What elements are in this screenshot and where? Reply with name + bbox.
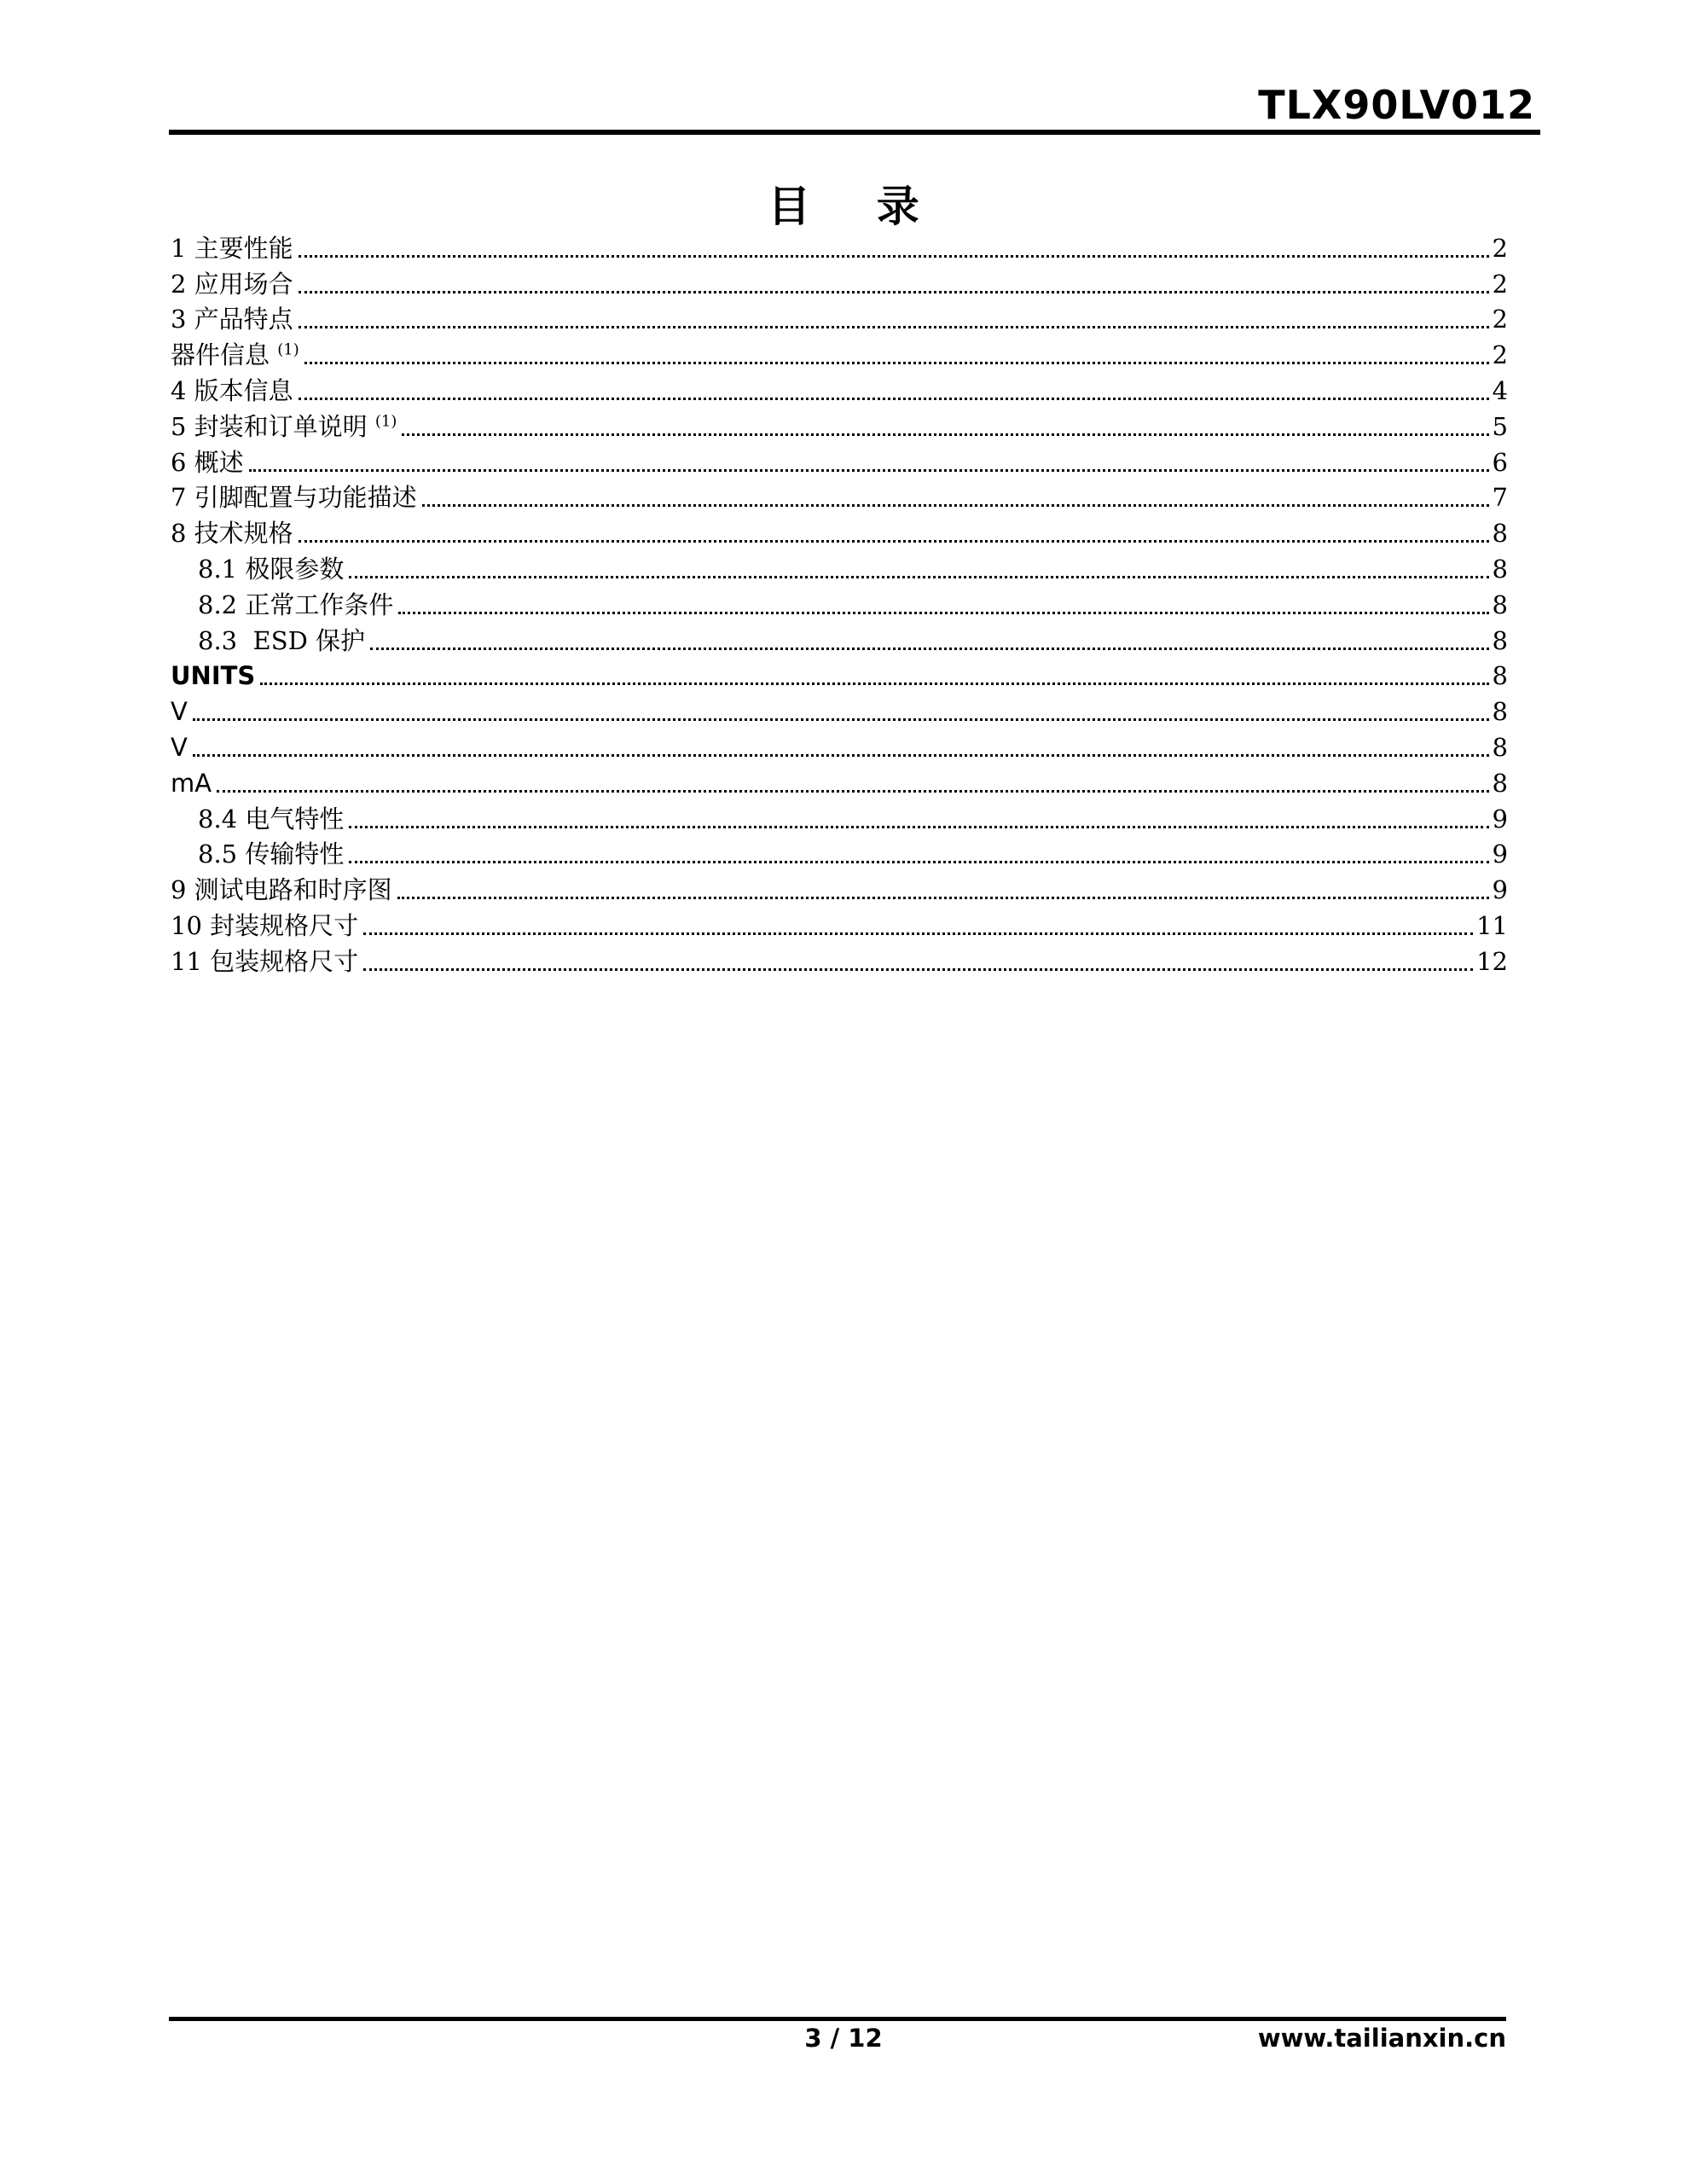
toc-entry-electrical[interactable]: 8.4 电气特性 9 xyxy=(198,804,1508,834)
document-header-title: TLX90LV012 xyxy=(1258,82,1535,128)
header-rule xyxy=(169,130,1540,135)
toc-entry-packing-dimensions[interactable]: 11 包装规格尺寸 12 xyxy=(171,946,1508,976)
toc-entry-ma[interactable]: mA 8 xyxy=(171,768,1508,798)
toc-entry-test-circuit[interactable]: 9 测试电路和时序图 9 xyxy=(171,875,1508,905)
toc-entry-overview[interactable]: 6 概述 6 xyxy=(171,447,1508,477)
toc-title: 目 录 xyxy=(768,182,919,231)
toc-entry-operating-conditions[interactable]: 8.2 正常工作条件 8 xyxy=(198,590,1508,619)
toc-entry-v-2[interactable]: V 8 xyxy=(171,732,1508,762)
toc-entry-transfer[interactable]: 8.5 传输特性 9 xyxy=(198,839,1508,869)
toc-entry-units[interactable]: UNITS 8 xyxy=(171,661,1508,691)
footer-website[interactable]: www.tailianxin.cn xyxy=(1257,2024,1506,2053)
table-of-contents xyxy=(171,230,1508,979)
toc-entry-absolute-max[interactable]: 8.1 极限参数 8 xyxy=(198,554,1508,584)
footer-rule xyxy=(169,2017,1506,2021)
toc-entry-main-performance[interactable]: 1 主要性能 2 xyxy=(171,233,1508,263)
toc-entry-version-info[interactable]: 4 版本信息 4 xyxy=(171,375,1508,405)
toc-entry-package-dimensions[interactable]: 10 封装规格尺寸 11 xyxy=(171,910,1508,940)
toc-entry-package-ordering[interactable]: 5 封装和订单说明 $^{(1)}$ 5 xyxy=(171,411,1508,441)
toc-entry-v-1[interactable]: V 8 xyxy=(171,697,1508,727)
toc-entry-esd-protection[interactable]: 8.3 ESD 保护 8 xyxy=(198,625,1508,655)
toc-entry-pin-config[interactable]: 7 引脚配置与功能描述 7 xyxy=(171,483,1508,513)
toc-entry-specifications[interactable]: 8 技术规格 8 xyxy=(171,519,1508,549)
page-number: 3 / 12 xyxy=(804,2024,883,2053)
toc-entry-features[interactable]: 3 产品特点 2 xyxy=(171,305,1508,334)
toc-entry-applications[interactable]: 2 应用场合 2 xyxy=(171,269,1508,299)
toc-entry-device-info[interactable]: 器件信息 $^{(1)}$ 2 xyxy=(171,340,1508,370)
